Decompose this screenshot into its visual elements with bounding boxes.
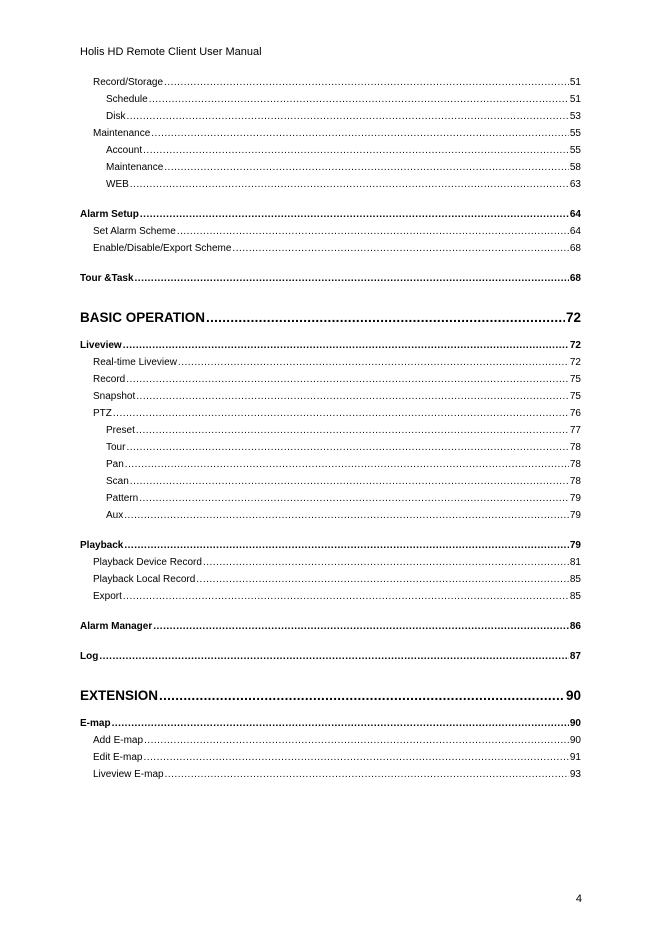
toc-entry[interactable]	[80, 142, 581, 159]
toc-chapter-title: EXTENSION	[80, 688, 159, 703]
toc-leader-dots	[124, 537, 569, 554]
toc-entry[interactable]	[80, 108, 581, 125]
toc-leader-dots	[159, 685, 565, 707]
toc-chapter-page: 90	[565, 688, 581, 703]
toc-entry-title: Liveview E-map	[93, 769, 164, 780]
toc-entry-title: Tour &Task	[80, 273, 134, 284]
toc-leader-dots	[126, 108, 568, 125]
toc-entry[interactable]	[80, 354, 581, 371]
toc-leader-dots	[113, 405, 569, 422]
toc-entry[interactable]	[80, 554, 581, 571]
toc-entry[interactable]	[80, 422, 581, 439]
toc-leader-dots	[130, 473, 569, 490]
toc-entry-title: Enable/Disable/Export Scheme	[93, 243, 232, 254]
toc-chapter[interactable]	[80, 307, 581, 329]
toc-entry-title: Playback Device Record	[93, 557, 202, 568]
toc-leader-dots	[164, 74, 569, 91]
toc-chapter[interactable]	[80, 685, 581, 707]
toc-entry-page: 87	[569, 651, 581, 662]
toc-entry[interactable]	[80, 473, 581, 490]
toc-entry[interactable]	[80, 766, 581, 783]
running-header: Holis HD Remote Client User Manual	[80, 46, 262, 58]
toc-entry-title: Playback Local Record	[93, 574, 196, 585]
toc-entry[interactable]	[80, 618, 581, 635]
toc-entry-title: Record/Storage	[93, 77, 164, 88]
toc-entry-page: 79	[569, 540, 581, 551]
toc-leader-dots	[125, 456, 569, 473]
toc-entry-page: 85	[569, 591, 581, 602]
toc-entry-page: 64	[569, 226, 581, 237]
toc-entry[interactable]	[80, 507, 581, 524]
toc-entry-page: 91	[569, 752, 581, 763]
toc-entry[interactable]	[80, 439, 581, 456]
toc-entry-page: 78	[569, 442, 581, 453]
toc-entry-page: 72	[569, 357, 581, 368]
toc-entry-page: 78	[569, 459, 581, 470]
toc-leader-dots	[123, 337, 569, 354]
toc-entry[interactable]	[80, 223, 581, 240]
toc-entry-page: 68	[569, 243, 581, 254]
toc-entry-title: Pattern	[106, 493, 139, 504]
toc-entry-page: 90	[569, 718, 581, 729]
toc-entry-page: 90	[569, 735, 581, 746]
table-of-contents	[80, 74, 581, 783]
toc-leader-dots	[144, 732, 569, 749]
toc-entry[interactable]	[80, 125, 581, 142]
toc-entry[interactable]	[80, 270, 581, 287]
toc-entry-page: 63	[569, 179, 581, 190]
toc-entry[interactable]	[80, 456, 581, 473]
toc-entry[interactable]	[80, 537, 581, 554]
toc-leader-dots	[164, 159, 569, 176]
toc-leader-dots	[165, 766, 569, 783]
toc-entry-title: Maintenance	[93, 128, 151, 139]
toc-leader-dots	[112, 715, 569, 732]
toc-entry-page: 75	[569, 391, 581, 402]
toc-entry-title: Pan	[106, 459, 124, 470]
toc-entry-title: Maintenance	[106, 162, 164, 173]
toc-entry-page: 81	[569, 557, 581, 568]
toc-entry-title: Schedule	[106, 94, 148, 105]
toc-leader-dots	[203, 554, 569, 571]
toc-entry-page: 76	[569, 408, 581, 419]
page-number: 4	[575, 893, 582, 905]
toc-leader-dots	[206, 307, 565, 329]
toc-entry[interactable]	[80, 749, 581, 766]
toc-entry-page: 86	[569, 621, 581, 632]
toc-entry-title: Aux	[106, 510, 124, 521]
toc-entry[interactable]	[80, 715, 581, 732]
toc-entry-title: Record	[93, 374, 126, 385]
toc-leader-dots	[196, 571, 569, 588]
toc-entry-page: 53	[569, 111, 581, 122]
toc-entry-page: 64	[569, 209, 581, 220]
toc-leader-dots	[124, 507, 569, 524]
toc-entry-title: Disk	[106, 111, 126, 122]
toc-entry-title: Set Alarm Scheme	[93, 226, 176, 237]
toc-entry[interactable]	[80, 159, 581, 176]
toc-entry-title: Add E-map	[93, 735, 144, 746]
toc-entry-page: 72	[569, 340, 581, 351]
toc-leader-dots	[153, 618, 569, 635]
toc-entry[interactable]	[80, 571, 581, 588]
toc-entry-page: 58	[569, 162, 581, 173]
toc-entry[interactable]	[80, 732, 581, 749]
toc-entry[interactable]	[80, 91, 581, 108]
toc-entry-page: 78	[569, 476, 581, 487]
toc-leader-dots	[126, 439, 568, 456]
toc-entry-title: PTZ	[93, 408, 112, 419]
toc-leader-dots	[143, 142, 569, 159]
toc-entry[interactable]	[80, 371, 581, 388]
toc-entry-title: WEB	[106, 179, 129, 190]
toc-entry-title: Playback	[80, 540, 124, 551]
toc-entry-page: 93	[569, 769, 581, 780]
toc-leader-dots	[136, 388, 569, 405]
toc-entry-page: 85	[569, 574, 581, 585]
toc-entry-page: 75	[569, 374, 581, 385]
toc-entry-title: Log	[80, 651, 99, 662]
toc-leader-dots	[135, 270, 569, 287]
toc-entry-page: 51	[569, 94, 581, 105]
toc-entry-title: Preset	[106, 425, 135, 436]
toc-entry-page: 51	[569, 77, 581, 88]
toc-entry-title: Scan	[106, 476, 129, 487]
toc-entry[interactable]	[80, 405, 581, 422]
toc-leader-dots	[151, 125, 569, 142]
toc-entry-title: Export	[93, 591, 122, 602]
toc-entry-page: 79	[569, 510, 581, 521]
toc-leader-dots	[126, 371, 569, 388]
toc-entry-page: 55	[569, 145, 581, 156]
toc-leader-dots	[177, 223, 569, 240]
toc-chapter-title: BASIC OPERATION	[80, 310, 206, 325]
toc-entry-page: 55	[569, 128, 581, 139]
toc-entry-title: Alarm Manager	[80, 621, 153, 632]
toc-entry[interactable]	[80, 490, 581, 507]
toc-entry-title: Liveview	[80, 340, 122, 351]
toc-entry-title: Account	[106, 145, 143, 156]
toc-leader-dots	[140, 206, 569, 223]
toc-entry[interactable]	[80, 388, 581, 405]
toc-entry[interactable]	[80, 206, 581, 223]
toc-leader-dots	[136, 422, 569, 439]
toc-entry-title: Snapshot	[93, 391, 136, 402]
toc-entry[interactable]	[80, 588, 581, 605]
toc-leader-dots	[99, 648, 569, 665]
toc-leader-dots	[149, 91, 569, 108]
toc-entry-title: Alarm Setup	[80, 209, 139, 220]
toc-entry-page: 79	[569, 493, 581, 504]
toc-entry-page: 77	[569, 425, 581, 436]
toc-leader-dots	[232, 240, 568, 257]
toc-leader-dots	[178, 354, 569, 371]
toc-entry[interactable]	[80, 648, 581, 665]
toc-entry[interactable]	[80, 74, 581, 91]
toc-entry[interactable]	[80, 337, 581, 354]
toc-entry-title: Tour	[106, 442, 126, 453]
toc-leader-dots	[123, 588, 569, 605]
toc-leader-dots	[143, 749, 568, 766]
toc-entry-page: 68	[569, 273, 581, 284]
toc-entry[interactable]	[80, 176, 581, 193]
toc-leader-dots	[130, 176, 569, 193]
toc-entry-title: Edit E-map	[93, 752, 143, 763]
toc-entry-title: E-map	[80, 718, 111, 729]
toc-entry-title: Real-time Liveview	[93, 357, 177, 368]
toc-leader-dots	[139, 490, 569, 507]
toc-entry[interactable]	[80, 240, 581, 257]
toc-chapter-page: 72	[565, 310, 581, 325]
